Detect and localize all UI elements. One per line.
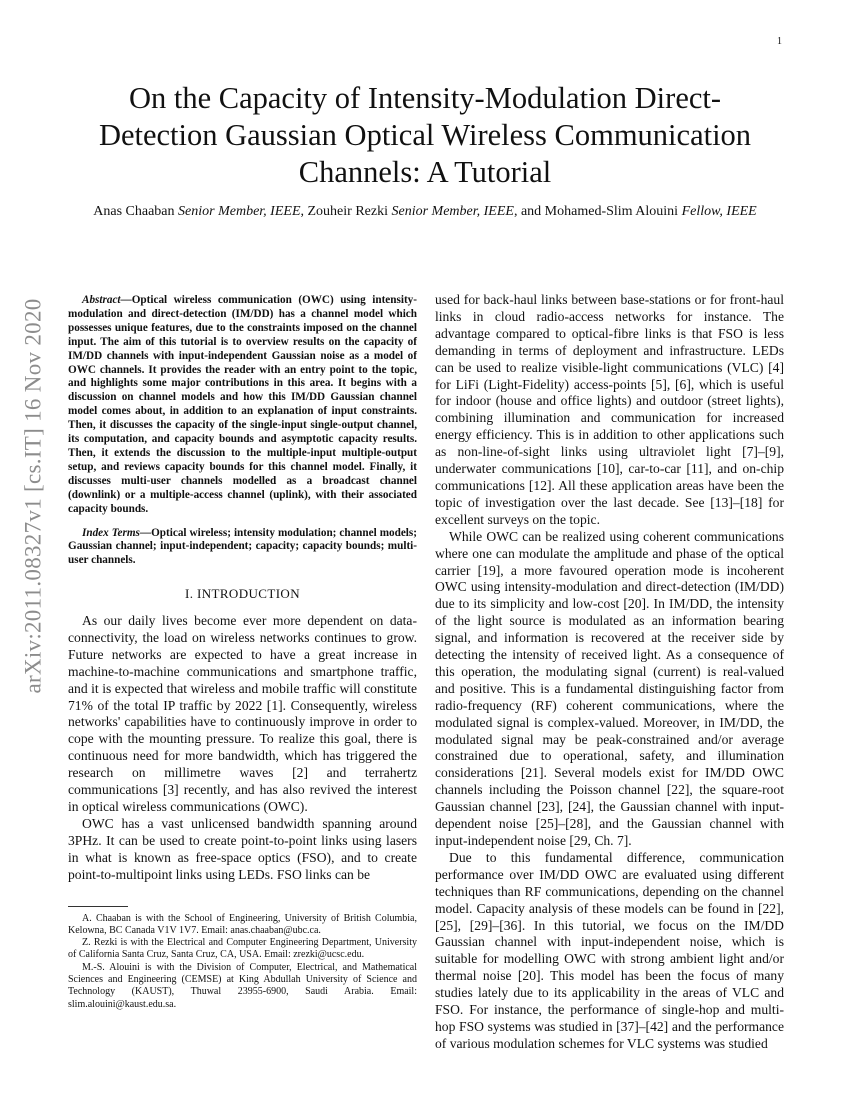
abstract-text: —Optical wireless communication (OWC) using intensity-modulation and direct-detection (IM/DD) has a channel model which possesses unique features, due to the constraints imposed on the channel input. The aim of this tutorial is to overview results on the capacity of IM/DD channels with input-independent Gaussian noise as a model of OWC channels. It provides the reader with an entry point to the topic, and highlights some major contributions in this area. It begins with a discussion on channel models and how this IM/DD Gaussian channel model comes about, in addition to an explanation of input constraints. Then, it discusses the capacity of the single-input single-output channel, its computation, and capacity bounds and asymptotic capacity results. Then, it extends the discussion to the multiple-input multiple-output setup, and reviews capacity bounds for this channel model. Finally, it discusses multi-user channels modelled as a broadcast channel (downlink) or a multiple-access channel (uplink), with their associated capacity bounds. xyxy=(68,294,417,515)
left-column xyxy=(68,294,417,1011)
abstract xyxy=(68,294,417,517)
author-separator: , xyxy=(300,204,308,219)
arxiv-stamp xyxy=(14,296,54,696)
body-paragraph: OWC has a vast unlicensed bandwidth spanning around 3PHz. It can be used to create point-to-point links using lasers in what is known as free-space optics (FSO), and to create point-to-multipoint links using LEDs. FSO links can be xyxy=(68,815,417,882)
body-paragraph: Due to this fundamental difference, communication performance over IM/DD OWC are evaluated using different techniques than RF communications, depending on the channel model. Capacity analysis of these models can be found in [22], [25], [29]–[36]. In this tutorial, we focus on the IM/DD Gaussian channel with input-independent noise, which is suitable for modelling OWC with strong ambient light and/or thermal noise [20]. This model has been the focus of many studies lately due to its applicability in the areas of VLC and FSO. For instance, the performance of single-hop and multi-hop FSO systems was studied in [37]–[42] and the performance of various modulation schemes for VLC systems was studied xyxy=(435,849,784,1051)
footnote: M.-S. Alouini is with the Division of Computer, Electrical, and Mathematical Sciences and Engineering (CEMSE) at King Abdullah University of Science and Technology (KAUST), Thuwal 23955-6900, Saudi Arabia. Email: slim.alouini@kaust.edu.sa. xyxy=(68,961,417,1010)
body-paragraph: While OWC can be realized using coherent communications where one can modulate the amplitude and phase of the optical carrier [19], a more favoured operation mode is incoherent OWC using intensity-modulation and direct-detection (IM/DD) due to its simplicity and low-cost [20]. In IM/DD, the intensity of the light source is modulated as an information bearing signal, and information is recovered at the receiver side by detecting the intensity of received light. As a consequence of this operation, the modulating signal (current) is real-valued and positive. This is a fundamental distinguishing factor from radio-frequency (RF) coherent communications, where the modulated signal is complex-valued. Moreover, in IM/DD, the modulated signal may be peak-constrained and/or average constrained due to operational, safety, and illumination considerations [21]. Several models exist for IM/DD OWC channels including the Poisson channel [22], the square-root Gaussian channel [23], [24], the Gaussian channel with input-dependent noise [25]–[28], and the Gaussian channel with input-independent noise [29, Ch. 7]. xyxy=(435,528,784,848)
index-terms-label: Index Terms xyxy=(82,526,140,539)
author-role: Senior Member, IEEE xyxy=(391,204,514,219)
footnotes xyxy=(68,913,417,1011)
section-heading: I. INTRODUCTION xyxy=(184,586,301,602)
author-name: Zouheir Rezki xyxy=(307,204,388,219)
author-line xyxy=(68,203,782,221)
page-number: 1 xyxy=(777,36,782,47)
index-terms xyxy=(68,527,417,569)
footnote: A. Chaaban is with the School of Engineering, University of British Columbia, Kelowna, BC Canada V1V 1V7. Email: anas.chaaban@ubc.ca. xyxy=(68,912,417,936)
right-column xyxy=(435,292,784,1053)
footnote: Z. Rezki is with the Electrical and Computer Engineering Department, University of California Santa Cruz, Santa Cruz, CA, USA. Email: zrezki@ucsc.edu. xyxy=(68,937,417,961)
author-separator: , and xyxy=(513,204,545,219)
footnote-divider xyxy=(68,906,128,907)
body-paragraph: used for back-haul links between base-stations or for front-haul links in cloud radio-access networks for instance. The advantage compared to optical-fibre links is that FSO is less demanding in terms of deployment and infrastructure. LEDs can be used to realize visible-light communications (VLC) [4] for LiFi (Light-Fidelity) access-points [5], [6], which is useful for indoor (house and office lights) and outdoor (street lights), combining illumination and communication for increased energy efficiency. This is in addition to other applications such as non-line-of-sight links using ultraviolet light [7]–[9], underwater communications [10], car-to-car [11], and on-chip communications [12]. All these application areas have been the topic of investigation over the last decade. See [13]–[18] for excellent surveys on the topic. xyxy=(435,292,784,527)
index-terms-text: —Optical wireless; intensity modulation; channel models; Gaussian channel; input-independent; capacity; capacity bounds; multi-user channels. xyxy=(68,526,417,567)
author-name: Anas Chaaban xyxy=(93,204,175,219)
author-role: Fellow, IEEE xyxy=(681,204,757,219)
author-name: Mohamed-Slim Alouini xyxy=(544,204,679,219)
paper-title: On the Capacity of Intensity-Modulation Direct-Detection Gaussian Optical Wireless Communication Channels: A Tutorial xyxy=(98,81,752,189)
arxiv-stamp-text: arXiv:2011.08327v1 [cs.IT] 16 Nov 2020 xyxy=(21,298,47,694)
author-role: Senior Member, IEEE xyxy=(178,204,301,219)
body-paragraph: As our daily lives become ever more dependent on data-connectivity, the load on wireless networks continues to grow. Future networks are expected to have a great increase in machine-to-machine communications and smartphone traffic, and it is expected that wireless and mobile traffic will constitute 71% of the total IP traffic by 2022 [1]. Consequently, wireless networks' capabilities have to continuously improve in order to cope with the mounting pressure. To realize this goal, there is continuous need for more bandwidth, which has triggered the research on millimetre waves [2] and terrahertz communications [3] recently, and has also revived the interest in optical wireless communications (OWC). xyxy=(68,613,417,814)
abstract-label: Abstract xyxy=(82,294,121,306)
